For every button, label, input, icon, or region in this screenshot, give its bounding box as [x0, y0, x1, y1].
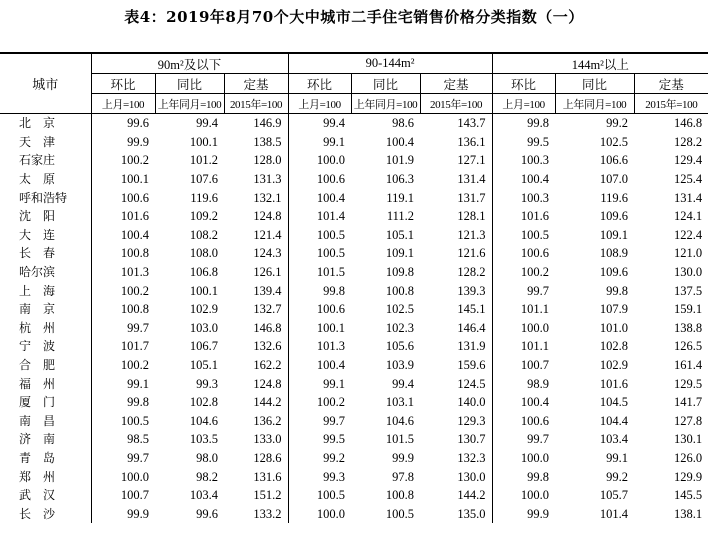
index-value-cell: 100.6: [492, 412, 555, 431]
index-value-cell: 108.9: [599, 246, 629, 261]
index-value-cell: 130.0: [673, 265, 703, 280]
table-row: [0, 300, 708, 319]
index-value-cell: 100.5: [91, 412, 155, 431]
index-value-cell: 138.1: [673, 506, 703, 521]
city-name: 济 南: [19, 432, 56, 447]
index-value-cell: 121.4: [253, 227, 282, 242]
index-value-cell: 98.9: [492, 374, 555, 393]
index-value-cell: 121.3: [457, 227, 486, 242]
index-value-cell: 101.7: [91, 337, 155, 356]
city-name: 太 原: [19, 172, 56, 187]
index-value-cell: 99.9: [91, 504, 155, 523]
index-value-cell: 100.7: [91, 486, 155, 505]
index-value-cell: 100.4: [385, 134, 415, 149]
index-value-cell: 136.2: [253, 413, 282, 428]
index-value-cell: 100.5: [288, 486, 351, 505]
index-value-cell: 101.3: [288, 337, 351, 356]
index-value-cell: 100.1: [91, 170, 155, 189]
index-value-cell: 100.5: [492, 226, 555, 245]
city-name: 大 连: [19, 227, 56, 242]
index-value-cell: 119.1: [386, 190, 415, 205]
index-value-cell: 100.0: [492, 449, 555, 468]
index-value-cell: 121.6: [457, 246, 486, 261]
index-value-cell: 100.0: [91, 467, 155, 486]
index-value-cell: 100.0: [492, 486, 555, 505]
table-row: [0, 430, 708, 449]
index-value-cell: 100.8: [385, 488, 415, 503]
table-row: [0, 244, 708, 263]
city-name: 石家庄: [19, 153, 56, 168]
index-value-cell: 100.5: [288, 244, 351, 263]
index-value-cell: 99.2: [288, 449, 351, 468]
index-value-cell: 145.5: [673, 488, 703, 503]
index-value-cell: 104.4: [599, 413, 629, 428]
base-header-prev-year: 上年同月=100: [155, 94, 224, 114]
table-row: [0, 486, 708, 505]
index-value-cell: 106.8: [189, 265, 218, 280]
group-header-medium: 90-144m²: [288, 54, 492, 74]
index-value-cell: 162.2: [253, 358, 282, 373]
index-value-cell: 99.8: [288, 281, 351, 300]
price-index-table: [0, 53, 708, 523]
index-value-cell: 101.1: [492, 300, 555, 319]
index-value-cell: 107.9: [599, 302, 629, 317]
index-value-cell: 100.0: [288, 151, 351, 170]
index-value-cell: 109.6: [599, 209, 629, 224]
index-value-cell: 125.4: [673, 172, 703, 187]
city-name: 南 昌: [19, 413, 56, 428]
index-value-cell: 98.0: [196, 450, 218, 465]
table-row: [0, 263, 708, 282]
index-value-cell: 109.1: [599, 227, 629, 242]
city-name: 福 州: [19, 376, 56, 391]
table-row: [0, 504, 708, 523]
index-value-cell: 106.6: [599, 153, 629, 168]
index-value-cell: 100.2: [91, 356, 155, 375]
metric-header-mom: 环比: [288, 74, 351, 94]
index-value-cell: 109.2: [189, 209, 218, 224]
index-value-cell: 128.6: [253, 450, 282, 465]
index-value-cell: 99.9: [492, 504, 555, 523]
index-value-cell: 132.1: [253, 190, 282, 205]
metric-header-fixed-base: 定基: [634, 74, 708, 94]
base-header-prev-month: 上月=100: [91, 94, 155, 114]
index-value-cell: 126.1: [253, 265, 282, 280]
index-value-cell: 99.4: [392, 376, 415, 391]
index-value-cell: 108.0: [189, 246, 218, 261]
table-row: [0, 151, 708, 170]
index-value-cell: 100.2: [91, 281, 155, 300]
index-value-cell: 128.0: [253, 153, 282, 168]
table-row: [0, 114, 708, 133]
city-name: 长 沙: [19, 506, 56, 521]
index-value-cell: 101.5: [385, 432, 415, 447]
table-row: [0, 412, 708, 431]
index-value-cell: 133.2: [253, 506, 282, 521]
index-value-cell: 105.1: [189, 358, 218, 373]
index-value-cell: 119.6: [190, 190, 218, 205]
index-value-cell: 99.8: [606, 283, 629, 298]
index-value-cell: 97.8: [392, 469, 415, 484]
index-value-cell: 100.6: [288, 170, 351, 189]
metric-header-yoy: 同比: [351, 74, 420, 94]
index-value-cell: 135.0: [457, 506, 486, 521]
page-title: 表4：2019年8月70个大中城市二手住宅销售价格分类指数（一）: [124, 8, 584, 26]
table-row: [0, 467, 708, 486]
index-value-cell: 99.7: [492, 281, 555, 300]
table-row: [0, 188, 708, 207]
base-header-prev-year: 上年同月=100: [555, 94, 634, 114]
table-row: [0, 226, 708, 245]
index-value-cell: 127.1: [457, 153, 486, 168]
city-name: 呼和浩特: [19, 190, 68, 205]
index-value-cell: 102.5: [599, 134, 629, 149]
index-value-cell: 105.1: [385, 227, 415, 242]
index-value-cell: 161.4: [673, 358, 703, 373]
index-value-cell: 100.6: [288, 300, 351, 319]
index-value-cell: 99.3: [196, 376, 218, 391]
index-value-cell: 99.1: [606, 450, 629, 465]
index-value-cell: 102.5: [385, 302, 415, 317]
index-value-cell: 100.1: [189, 283, 218, 298]
table-row: [0, 170, 708, 189]
index-value-cell: 99.2: [606, 116, 629, 131]
metric-header-yoy: 同比: [555, 74, 634, 94]
index-value-cell: 100.2: [288, 393, 351, 412]
index-value-cell: 99.6: [91, 114, 155, 133]
table-row: [0, 449, 708, 468]
table-row: [0, 356, 708, 375]
index-value-cell: 127.8: [673, 413, 703, 428]
index-value-cell: 101.6: [492, 207, 555, 226]
index-value-cell: 109.6: [599, 265, 629, 280]
index-value-cell: 99.7: [91, 319, 155, 338]
index-value-cell: 131.4: [457, 172, 486, 187]
index-value-cell: 141.7: [673, 395, 703, 410]
base-header-prev-month: 上月=100: [492, 94, 555, 114]
index-value-cell: 103.4: [189, 488, 218, 503]
index-value-cell: 100.1: [288, 319, 351, 338]
index-value-cell: 131.9: [457, 339, 486, 354]
table-row: [0, 319, 708, 338]
base-header-2015: 2015年=100: [420, 94, 492, 114]
index-value-cell: 99.7: [288, 412, 351, 431]
index-value-cell: 100.2: [492, 263, 555, 282]
index-value-cell: 101.3: [91, 263, 155, 282]
index-value-cell: 103.5: [189, 432, 218, 447]
index-value-cell: 99.4: [196, 116, 218, 131]
metric-header-yoy: 同比: [155, 74, 224, 94]
index-value-cell: 132.6: [253, 339, 282, 354]
index-value-cell: 100.5: [288, 226, 351, 245]
city-name: 厦 门: [19, 395, 56, 410]
index-value-cell: 122.4: [673, 227, 703, 242]
index-value-cell: 100.8: [91, 244, 155, 263]
index-value-cell: 99.1: [91, 374, 155, 393]
index-value-cell: 98.2: [196, 469, 218, 484]
city-name: 哈尔滨: [19, 265, 56, 280]
index-value-cell: 138.8: [673, 320, 703, 335]
index-value-cell: 126.5: [673, 339, 703, 354]
index-value-cell: 100.8: [91, 300, 155, 319]
index-value-cell: 99.5: [492, 133, 555, 152]
metric-header-mom: 环比: [91, 74, 155, 94]
index-value-cell: 139.3: [457, 283, 486, 298]
index-value-cell: 139.4: [253, 283, 282, 298]
index-value-cell: 146.4: [457, 320, 486, 335]
index-value-cell: 104.5: [599, 395, 629, 410]
index-value-cell: 101.4: [599, 506, 629, 521]
table-row: [0, 393, 708, 412]
index-value-cell: 100.2: [91, 151, 155, 170]
index-value-cell: 133.0: [253, 432, 282, 447]
index-value-cell: 101.6: [599, 376, 629, 391]
index-value-cell: 99.6: [196, 506, 218, 521]
index-value-cell: 98.6: [392, 116, 415, 131]
city-name: 北 京: [19, 116, 56, 131]
base-header-2015: 2015年=100: [224, 94, 288, 114]
city-name: 上 海: [19, 283, 56, 298]
table-row: [0, 374, 708, 393]
index-value-cell: 124.3: [253, 246, 282, 261]
index-value-cell: 124.8: [253, 209, 282, 224]
index-value-cell: 99.3: [288, 467, 351, 486]
index-value-cell: 100.0: [288, 504, 351, 523]
index-value-cell: 129.4: [673, 153, 703, 168]
index-value-cell: 109.8: [385, 265, 415, 280]
index-value-cell: 124.8: [253, 376, 282, 391]
index-value-cell: 99.2: [606, 469, 629, 484]
metric-header-mom: 环比: [492, 74, 555, 94]
index-value-cell: 146.8: [673, 116, 703, 131]
index-value-cell: 100.6: [91, 188, 155, 207]
index-value-cell: 102.8: [599, 339, 629, 354]
index-value-cell: 131.6: [253, 469, 282, 484]
index-value-cell: 101.2: [189, 153, 218, 168]
index-value-cell: 159.1: [673, 302, 703, 317]
index-value-cell: 124.5: [457, 376, 486, 391]
base-header-prev-year: 上年同月=100: [351, 94, 420, 114]
index-value-cell: 146.8: [253, 320, 282, 335]
metric-header-fixed-base: 定基: [224, 74, 288, 94]
table-row: [0, 337, 708, 356]
city-name: 天 津: [19, 134, 56, 149]
index-value-cell: 99.9: [392, 450, 415, 465]
index-value-cell: 132.3: [457, 450, 486, 465]
index-value-cell: 101.9: [385, 153, 415, 168]
index-value-cell: 99.7: [492, 430, 555, 449]
index-value-cell: 100.5: [385, 506, 415, 521]
index-value-cell: 100.4: [288, 188, 351, 207]
index-value-cell: 100.7: [492, 356, 555, 375]
base-header-prev-month: 上月=100: [288, 94, 351, 114]
city-name: 长 春: [19, 246, 56, 261]
index-value-cell: 119.6: [600, 190, 629, 205]
index-value-cell: 130.1: [673, 432, 703, 447]
base-header-2015: 2015年=100: [634, 94, 708, 114]
index-value-cell: 107.0: [599, 172, 629, 187]
index-value-cell: 130.7: [457, 432, 486, 447]
index-value-cell: 106.3: [385, 172, 415, 187]
index-value-cell: 103.9: [385, 358, 415, 373]
index-value-cell: 146.9: [253, 116, 282, 131]
index-value-cell: 100.6: [492, 244, 555, 263]
table-row: [0, 133, 708, 152]
index-value-cell: 99.1: [288, 133, 351, 152]
index-value-cell: 100.4: [492, 393, 555, 412]
index-value-cell: 137.5: [673, 283, 703, 298]
index-value-cell: 128.2: [673, 134, 703, 149]
city-name: 南 京: [19, 302, 56, 317]
city-column-header: 城市: [0, 54, 91, 114]
city-name: 青 岛: [19, 450, 56, 465]
index-value-cell: 129.9: [673, 469, 703, 484]
index-value-cell: 102.8: [189, 395, 218, 410]
index-value-cell: 108.2: [189, 227, 218, 242]
index-value-cell: 102.9: [189, 302, 218, 317]
index-value-cell: 99.9: [91, 133, 155, 152]
index-value-cell: 103.0: [189, 320, 218, 335]
index-value-cell: 106.7: [189, 339, 218, 354]
index-value-cell: 107.6: [189, 172, 218, 187]
index-value-cell: 100.1: [189, 134, 218, 149]
index-value-cell: 98.5: [91, 430, 155, 449]
index-value-cell: 109.1: [385, 246, 415, 261]
index-value-cell: 131.4: [673, 190, 703, 205]
group-header-small: 90m²及以下: [91, 54, 288, 74]
index-value-cell: 101.6: [91, 207, 155, 226]
index-value-cell: 140.0: [457, 395, 486, 410]
index-value-cell: 99.8: [492, 467, 555, 486]
index-value-cell: 103.4: [599, 432, 629, 447]
table-body: [0, 114, 708, 524]
metric-header-fixed-base: 定基: [420, 74, 492, 94]
index-value-cell: 100.4: [288, 356, 351, 375]
index-value-cell: 104.6: [189, 413, 218, 428]
group-header-large: 144m²以上: [492, 54, 708, 74]
index-value-cell: 128.1: [457, 209, 486, 224]
index-value-cell: 143.7: [457, 116, 486, 131]
index-value-cell: 130.0: [457, 469, 486, 484]
index-value-cell: 101.1: [492, 337, 555, 356]
index-value-cell: 99.8: [492, 114, 555, 133]
index-value-cell: 99.8: [91, 393, 155, 412]
index-value-cell: 100.8: [385, 283, 415, 298]
city-name: 沈 阳: [19, 209, 56, 224]
index-value-cell: 124.1: [673, 209, 703, 224]
index-value-cell: 101.0: [599, 320, 629, 335]
city-name: 郑 州: [19, 469, 56, 484]
index-value-cell: 100.4: [91, 226, 155, 245]
index-value-cell: 100.3: [492, 151, 555, 170]
index-value-cell: 111.2: [386, 209, 415, 224]
index-value-cell: 102.3: [385, 320, 415, 335]
city-name: 杭 州: [19, 320, 56, 335]
index-value-cell: 103.1: [385, 395, 415, 410]
index-value-cell: 102.9: [599, 358, 629, 373]
index-value-cell: 105.6: [385, 339, 415, 354]
table-row: [0, 281, 708, 300]
index-value-cell: 100.4: [492, 170, 555, 189]
city-name: 合 肥: [19, 358, 56, 373]
index-value-cell: 101.4: [288, 207, 351, 226]
table-row: [0, 207, 708, 226]
index-value-cell: 99.7: [91, 449, 155, 468]
index-value-cell: 138.5: [253, 134, 282, 149]
city-name: 宁 波: [19, 339, 56, 354]
index-value-cell: 145.1: [457, 302, 486, 317]
index-value-cell: 128.2: [457, 265, 486, 280]
index-value-cell: 101.5: [288, 263, 351, 282]
index-value-cell: 99.5: [288, 430, 351, 449]
index-value-cell: 100.3: [492, 188, 555, 207]
index-value-cell: 131.3: [253, 172, 282, 187]
index-value-cell: 99.4: [288, 114, 351, 133]
index-value-cell: 129.3: [457, 413, 486, 428]
index-value-cell: 121.0: [673, 246, 703, 261]
index-value-cell: 104.6: [385, 413, 415, 428]
index-value-cell: 99.1: [288, 374, 351, 393]
city-name: 武 汉: [19, 488, 56, 503]
index-value-cell: 136.1: [457, 134, 486, 149]
index-value-cell: 126.0: [673, 450, 703, 465]
index-value-cell: 100.0: [492, 319, 555, 338]
index-value-cell: 159.6: [457, 358, 486, 373]
index-value-cell: 144.2: [457, 488, 486, 503]
index-value-cell: 151.2: [253, 488, 282, 503]
index-value-cell: 144.2: [253, 395, 282, 410]
index-value-cell: 129.5: [673, 376, 703, 391]
index-value-cell: 131.7: [457, 190, 486, 205]
index-value-cell: 105.7: [599, 488, 629, 503]
index-value-cell: 132.7: [253, 302, 282, 317]
